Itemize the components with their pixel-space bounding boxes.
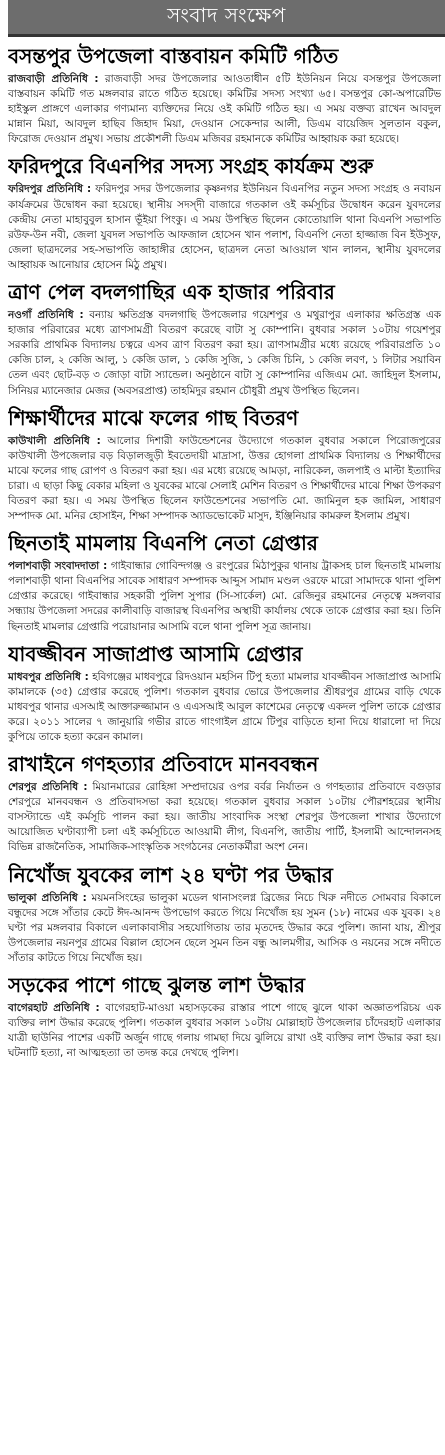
news-headline: বসন্তপুর উপজেলা বাস্তবায়ন কমিটি গঠিত [8,44,339,68]
news-dateline: ভালুকা প্রতিনিধি : [8,891,87,904]
news-item [8,862,445,966]
news-item [8,972,445,1061]
news-text: ফরিদপুর সদর উপজেলার কৃষ্ণনগর ইউনিয়ন বিএনপির নতুন সদস্য সংগ্রহ ও নবায়ন কার্যক্রমের উদ্বোধন করা হয়েছে। স্থানীয় সদস্দী বাজারে গতকাল ওই কর্মসূচির উদ্বোধন করেন যুবদলের কেন্দ্রীয় নেতা মাহাবুবুল হাসান ভূঁইয়া পিংকু। এ সময় উপস্থিত ছিলেন কোতোয়ালি থানা বিএনপি সভাপতি রউফ-উন নবী, জেলা যুবদল সভাপতি আফজাল হোসেন খান পলাশ, বিএনপি নেতা হাজ্জাজ বিন ইউসুফ, জেলা ছাত্রদলের সহ-সভাপতি জাহাঙ্গীর হোসেন, ছাত্রদল নেতা আওয়াল খান লালন, স্থানীয় যুবদলের আহ্বায়ক আনোয়ার হোসেন মিঠু প্রমুখ। [8,183,442,271]
news-item [8,43,445,147]
news-item [8,751,445,855]
news-body [8,559,441,634]
news-headline: শিক্ষার্থীদের মাঝে ফলের গাছ বিতরণ [8,405,299,430]
news-headline: ফরিদপুরে বিএনপির সদস্য সংগ্রহ কার্যক্রম শুরু [8,154,374,179]
news-body [8,308,441,399]
news-headline: যাবজ্জীবন সাজাপ্রাপ্ত আসামি গ্রেপ্তার [8,641,303,666]
section-banner [8,0,445,37]
news-text: রাজবাড়ী সদর উপজেলার আওতাধীন ৫টি ইউনিয়ন নিয়ে বসন্তপুর উপজেলা বাস্তবায়ন কমিটি গত মঙ্গলবার রাতে গঠিত হয়েছে। কমিটির সদস্য সংখ্যা ৬৫। বসন্তপুর কো-অপারেটিভ হাইস্কুল প্রাঙ্গণে এলাকার গণ্যমান্য ব্যক্তিদের নিয়ে ওই কমিটি গঠিত হয়। এ সময় বক্তব্য রাখেন আবদুল মান্নান মিয়া, আবদুল হাছিব জিহাদ মিয়া, দেওয়ান সেকেন্দার আলী, ডিএম বায়েজিদ সুলতান বকুল, ফিরোজ দেওয়ান প্রমুখ। সভায় প্রকৌশলী ডিএম মজিবর রহমানকে কমিটির আহ্বায়ক করা হয়েছে। [8,73,441,146]
news-headline: নিখোঁজ যুবকের লাশ ২৪ ঘণ্টা পর উদ্ধার [8,862,333,887]
news-text: মিয়ানমারের রোহিঙ্গা সম্প্রদায়ের ওপর বর্বর নির্যাতন ও গণহত্যার প্রতিবাদে বগুড়ার শেরপুরে মানববন্ধন ও প্রতিবাদসভা করা হয়েছে। গতকাল বুধবার সকাল ১০টায় পৌরশহরের স্থানীয় বাসস্ট্যান্ডে এই কর্মসূচি পালন করা হয়। জাতীয় সাংবাদিক সংস্থা শেরপুর উপজেলা শাখার উদ্যোগে আয়োজিত ঘণ্টাব্যাপী চলা এই কর্মসূচিতে আওয়ামী লীগ, বিএনপি, জাতীয় পার্টি, ইসলামী আন্দোলনসহ বিভিন্ন রাজনৈতিক, সামাজিক-সাংস্কৃতিক সংগঠনের নেতাকর্মীরা অংশ নেন। [8,781,442,854]
news-text: হবিগঞ্জের মাধবপুরে রিদওয়ান মহসিন টিপু হত্যা মামলার যাবজ্জীবন সাজাপ্রাপ্ত আসামি কামালকে (৩৫) গ্রেপ্তার করেছে পুলিশ। গতকাল বুধবার ভোরে উপজেলার শ্রীধরপুর গ্রামের বাড়ি থেকে মাধবপুর থানার এসআই আক্তারুজ্জামান ও এএসআই আবুল কাশেমের নেতৃত্বে একদল পুলিশ তাকে গ্রেপ্তার করে। ২০১১ সালের ৭ জানুয়ারি গভীর রাতে গাংগাইল গ্রামে টিপুর বাড়িতে হানা দিয়ে ধারালো দা দিয়ে কুপিয়ে তাকে হত্যা করেন কামাল। [8,670,441,743]
news-dateline: বাগেরহাট প্রতিনিধি : [8,1002,100,1015]
news-dateline: মাধবপুর প্রতিনিধি : [8,670,89,683]
news-text: গাইবান্ধার গোবিন্দগঞ্জ ও রংপুরের মিঠাপুকুর থানায় ট্রাকসহ চাল ছিনতাই মামলায় পলাশবাড়ী থানা বিএনপির সাবেক সাধারণ সম্পাদক আব্দুস সামাদ মণ্ডল ওরফে মারো সামাদকে থানা পুলিশ গ্রেপ্তার করেছে। গাইবান্ধার সহকারী পুলিশ সুপার (সি-সার্কেল) মো. রেজিনুর রহমানের নেতৃত্বে মঙ্গলবার সন্ধ্যায় উপজেলা সদরের কালীবাড়ি বাজারস্থ বিএনপির অস্থায়ী কার্যালয় থেকে তাকে গ্রেপ্তার করা হয়। তিনি ছিনতাই মামলার গ্রেপ্তারি পরোয়ানার আসামি বলে থানা পুলিশ সূত্র জানায়। [8,560,442,633]
news-body [8,182,441,273]
news-dateline: নওগাঁ প্রতিনিধি : [8,309,84,322]
news-headline: সড়কের পাশে গাছে ঝুলন্ত লাশ উদ্ধার [8,973,306,998]
news-body [8,1001,441,1061]
section-title: সংবাদ সংক্ষেপ [167,2,286,27]
news-body [8,891,441,966]
news-headline: ত্রাণ পেল বদলগাছির এক হাজার পরিবার [8,280,335,305]
news-text: বাগেরহাট-মাওয়া মহাসড়কের রাস্তার পাশে গাছে ঝুলে থাকা অজ্ঞাতপরিচয় এক ব্যক্তির লাশ উদ্ধার করেছে পুলিশ। গতকাল বুধবার সকাল ১০টায় মোল্লাহাট উপজেলার চাঁদেরহাট এলাকার যাত্রী ছাউনির পাশের একটি অর্জুন গাছে গলায় গামছা দিয়ে ঝুলিয়ে রাখা ওই ব্যক্তির লাশ উদ্ধার করা হয়। ঘটনাটি হত্যা, না আত্মহত্যা তা তদন্ত করে দেখছে পুলিশ। [8,1002,441,1060]
news-body [8,670,441,745]
news-item [8,153,445,273]
news-body [8,780,441,855]
news-dateline: ফরিদপুর প্রতিনিধি : [8,183,92,196]
news-body [8,72,441,147]
news-headline: ছিনতাই মামলায় বিএনপি নেতা গ্রেপ্তার [8,531,318,556]
news-dateline: পলাশবাড়ী সংবাদদাতা : [8,560,108,573]
news-item [8,530,445,634]
news-headline: রাখাইনে গণহত্যার প্রতিবাদে মানববন্ধন [8,752,319,777]
news-item [8,279,445,399]
news-item [8,405,445,525]
news-item [8,641,445,745]
news-body [8,434,441,525]
news-dateline: কাউখালী প্রতিনিধি : [8,434,101,447]
news-text: ময়মনসিংহের ভালুকা মডেল থানাসংলগ্ন ব্রিজের নিচে খিরু নদীতে সোমবার বিকালে বন্ধুদের সঙ্গে সাঁতার কেটে ঈদ-আনন্দ উপভোগ করতে গিয়ে নিখোঁজ হয় সুমন (১৮) নামের এক যুবক। ২৪ ঘণ্টা পর মঙ্গলবার বিকালে এলাকাবাসীর সহযোগিতায় তার মৃতদেহ উদ্ধার করে পুলিশ। জানা যায়, শ্রীপুর উপজেলার নয়নপুর গ্রামের বিল্লাল হোসেন ছেলে সুমন তিন বন্ধু আলমগীর, আসিক ও নয়নের সঙ্গে নদীতে সাঁতার কাটতে গিয়ে নিখোঁজ হয়। [8,891,442,964]
news-text: বন্যায় ক্ষতিগ্রস্ত বদলগাছি উপজেলার গয়েশপুর ও মথুরাপুর এলাকার ক্ষতিগ্রস্ত এক হাজার পরিবারের মধ্যে ত্রাণসামগ্রী বিতরণ করেছে বাটা সু কোম্পানি। বুধবার সকাল ১০টায় গয়েশপুর সরকারি প্রাথমিক বিদ্যালয় চত্বরে এসব ত্রাণ বিতরণ করা হয়। ত্রাণসামগ্রীর মধ্যে রয়েছে পরিবারপ্রতি ১০ কেজি চাল, ২ কেজি আলু, ১ কেজি ডাল, ১ কেজি সুজি, ১ কেজি চিনি, ১ কেজি লবণ, ১ লিটার সয়াবিন তেল এবং ছোট-বড় ৩ জোড়া বাটা স্যান্ডেল। অনুষ্ঠানে বাটা সু কোম্পানির এজিএম মো. জাহিদুল ইসলাম, সিনিয়র ম্যানেজার মেজর (অবসরপ্রাপ্ত) তাহমিদুর রহমান চৌধুরী প্রমুখ উপস্থিত ছিলেন। [8,309,441,397]
news-dateline: রাজবাড়ী প্রতিনিধি : [8,73,99,85]
news-text: আলোর দিশারী ফাউন্ডেশনের উদ্যোগে গতকাল বুধবার সকালে পিরোজপুরের কাউখালী উপজেলার বড় বিড়ালজুড়ী ইবতেদায়ী মাদ্রাসা, উত্তর হোগলা প্রাথমিক বিদ্যালয় ও শিক্ষার্থীদের মাঝে ফলের গাছ রোপণ ও বিতরণ করা হয়। এর মধ্যে রয়েছে আমড়া, নারিকেল, জলপাই ও মাল্টা ইত্যাদির চারা। এ ছাড়া কিছু বেকার মহিলা ও যুবকের মাঝে সেলাই মেশিন বিতরণ ও শিক্ষার্থীদের মাঝে শিক্ষা উপকরণ বিতরণ করা হয়। এ সময় উপস্থিত ছিলেন ফাউন্ডেশনের সভাপতি মো. জামিনুল হক জামিল, সাধারণ সম্পাদক মো. মনির হোসাইন, শিক্ষা সম্পাদক অ্যাডভোকেট মাসুদ, ইঞ্জিনিয়ার কামরুল ইসলাম প্রমুখ। [8,434,441,523]
news-dateline: শেরপুর প্রতিনিধি : [8,781,88,794]
